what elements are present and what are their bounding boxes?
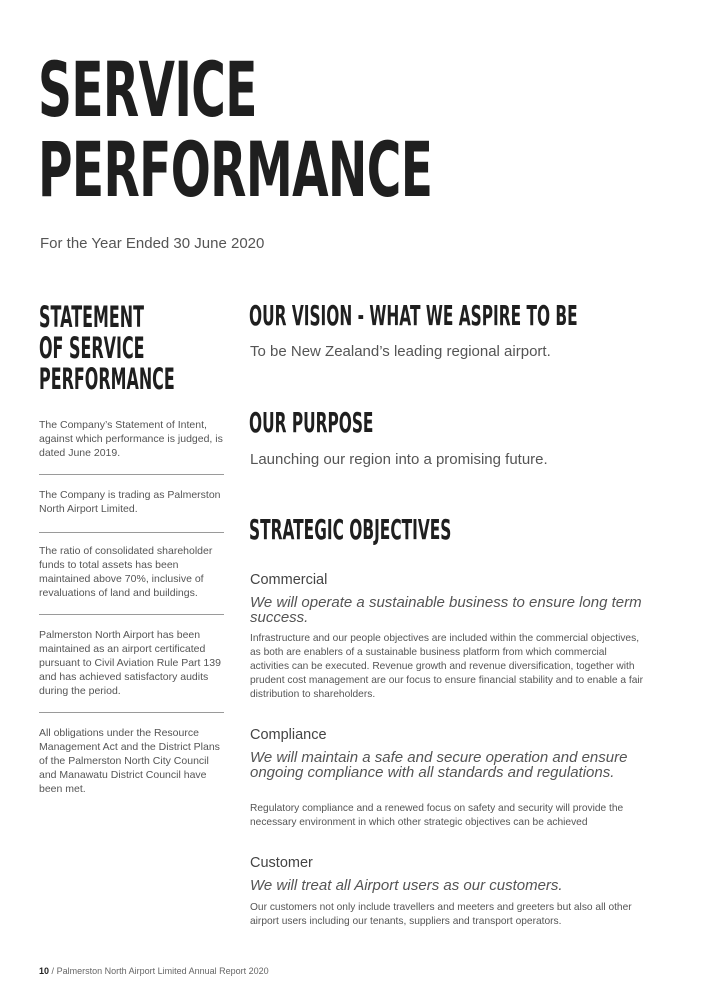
objective-body-commercial: Infrastructure and our people objectives are included within the commercial objectives, as both are enablers of a sustainable business platform from which commercial activities can be executed. Revenue growth and revenue diversification, together with prudent cost management are our focus to ensure financial stability and to enable a fair distribution to shareholders.	[250, 633, 644, 700]
purpose-text: Launching our region into a promising future.	[250, 451, 548, 468]
objective-statement-commercial: We will operate a sustainable business to ensure long term success.	[250, 594, 642, 626]
objective-statement-customer: We will treat all Airport users as our customers.	[250, 877, 563, 894]
divider	[39, 532, 224, 533]
vision-text: To be New Zealand’s leading regional airport.	[250, 343, 551, 360]
purpose-heading: OUR PURPOSE	[249, 406, 374, 439]
objective-body-compliance: Regulatory compliance and a renewed focus on safety and security will provide the necessary environment in which other strategic objectives can be achieved	[250, 803, 624, 828]
objective-statement-compliance: We will maintain a safe and secure operation and ensure ongoing compliance with all standards and regulations.	[250, 749, 628, 781]
vision-heading: OUR VISION - WHAT WE ASPIRE TO BE	[249, 299, 578, 332]
statement-item: The ratio of consolidated shareholder funds to total assets has been maintained above 70%, inclusive of revaluations of land and buildings.	[39, 545, 213, 599]
objective-body-customer: Our customers not only include travellers and meeters and greeters but also all other airport users including our tenants, suppliers and transport operators.	[250, 902, 632, 927]
statement-item: The Company is trading as Palmerston North Airport Limited.	[39, 489, 221, 515]
divider	[39, 474, 224, 475]
objectives-heading: STRATEGIC OBJECTIVES	[249, 513, 452, 546]
footer-text: Palmerston North Airport Limited Annual Report 2020	[56, 966, 269, 976]
title-line-1: SERVICE	[38, 45, 257, 134]
page-footer	[39, 966, 269, 976]
page-title	[38, 45, 433, 214]
objective-title-commercial: Commercial	[250, 572, 328, 588]
statement-item: All obligations under the Resource Management Act and the District Plans of the Palmerston North City Council and Manawatu District Council have been met.	[39, 727, 220, 795]
objective-title-customer: Customer	[250, 855, 313, 871]
statement-item: Palmerston North Airport has been maintained as an airport certificated pursuant to Civil Aviation Rule Part 139 and has achieved satisfactory audits during the period.	[39, 629, 221, 697]
statement-item: The Company’s Statement of Intent, against which performance is judged, is dated June 2019.	[39, 419, 223, 459]
divider	[39, 712, 224, 713]
title-line-2: PERFORMANCE	[38, 125, 433, 214]
page-number: 10	[39, 966, 50, 976]
statement-heading	[39, 302, 175, 395]
objective-title-compliance: Compliance	[250, 727, 327, 743]
statement-heading-line: PERFORMANCE	[39, 362, 175, 396]
divider	[39, 614, 224, 615]
footer-separator: /	[51, 966, 55, 976]
statement-heading-line: STATEMENT	[39, 300, 145, 334]
page-subtitle: For the Year Ended 30 June 2020	[40, 235, 265, 252]
statement-heading-line: OF SERVICE	[39, 331, 145, 365]
